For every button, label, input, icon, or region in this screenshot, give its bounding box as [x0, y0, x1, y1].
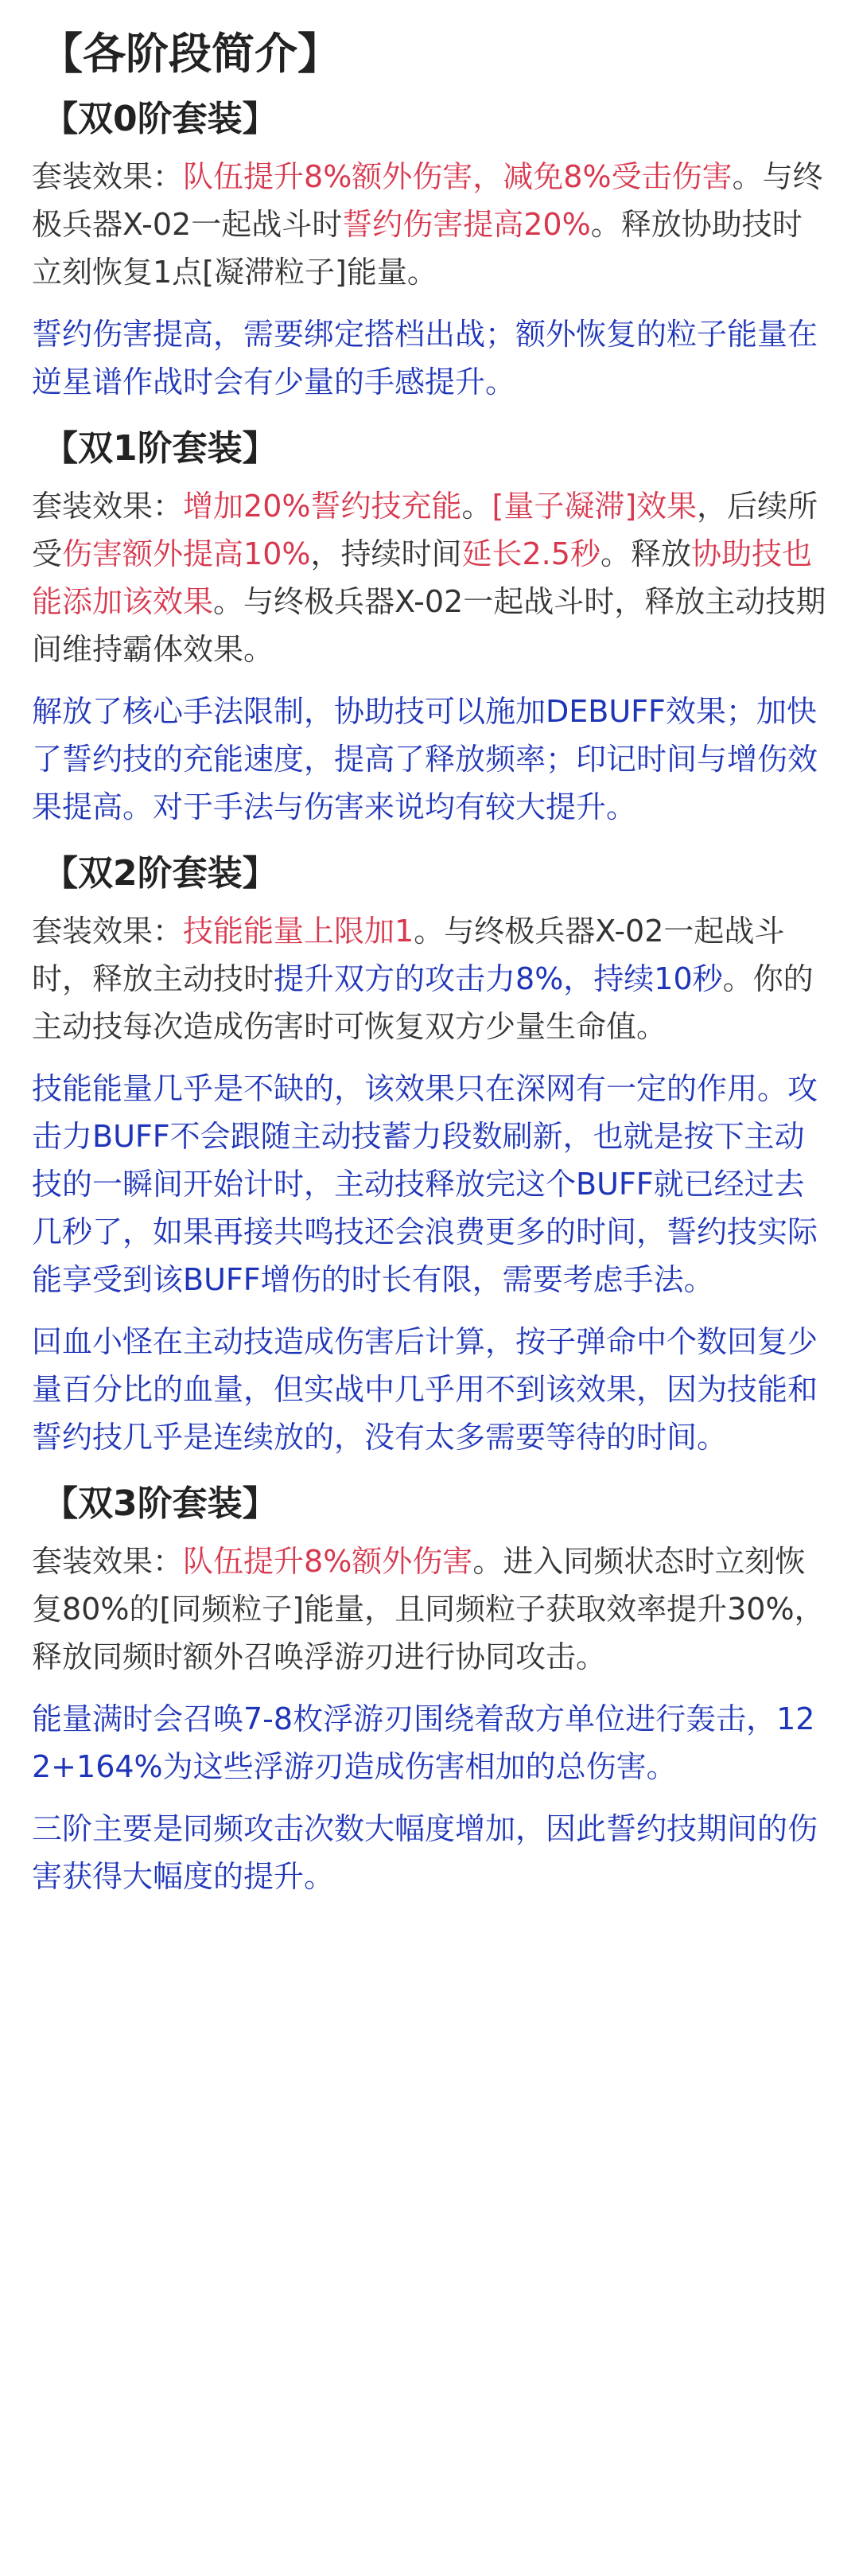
section-title: 【双2阶套装】: [43, 853, 278, 894]
highlighted-text: 提升双方的攻击力8%，持续10秒: [274, 961, 723, 996]
highlighted-text: 誓约伤害提高20%: [342, 207, 591, 242]
section: [32, 845, 827, 1461]
commentary-paragraph: 解放了核心手法限制，协助技可以施加DEBUFF效果；加快了誓约技的充能速度，提高了释放频率；印记时间与增伤效果提高。对于手法与伤害来说均有较大提升。: [32, 694, 818, 824]
section-title: 【双3阶套装】: [43, 1483, 278, 1524]
effect-text: ，后续所受: [32, 489, 818, 571]
effect-text: 。与终极兵器X-02一起战斗时，释放主动技时: [32, 914, 785, 996]
set-effect-paragraph: [32, 907, 827, 1050]
commentary-paragraph: 三阶主要是同频攻击次数大幅度增加，因此誓约技期间的伤害获得大幅度的提升。: [32, 1811, 818, 1894]
effect-text: 。释放: [600, 536, 691, 571]
commentary-paragraph: 回血小怪在主动技造成伤害后计算，按子弹命中个数回复少量百分比的血量，但实战中几乎用不到该效果，因为技能和誓约技几乎是连续放的，没有太多需要等待的时间。: [32, 1324, 818, 1455]
effect-text: 套装效果：: [32, 914, 184, 949]
highlighted-text: 增加20%誓约技充能: [183, 489, 462, 524]
section: [32, 1475, 827, 1900]
page-title: 【各阶段简介】: [40, 29, 340, 79]
highlighted-text: 伤害额外提高10%: [62, 536, 311, 571]
highlighted-text: 队伍提升8%额外伤害: [183, 1544, 473, 1579]
effect-text: 套装效果：: [32, 1544, 184, 1579]
effect-text: 套装效果：: [32, 489, 184, 524]
effect-text: 。释放协助技时立刻恢复1点[凝滞粒子]能量。: [32, 207, 803, 290]
section-title: 【双1阶套装】: [43, 428, 278, 469]
section: [32, 91, 827, 406]
effect-text: 。与终极兵器X-02一起战斗时，释放主动技期间维持霸体效果。: [32, 584, 826, 667]
effect-text: 。你的主动技每次造成伤害时可恢复双方少量生命值。: [32, 961, 814, 1044]
effect-text: 套装效果：: [32, 159, 184, 194]
section: [32, 420, 827, 831]
effect-text: 。进入同频状态时立刻恢复80%的[同频粒子]能量，且同频粒子获取效率提升30%，释放同频时额外召唤浮游刃进行协同攻击。: [32, 1544, 825, 1674]
section-title: 【双0阶套装】: [43, 99, 278, 139]
effect-text: 。与终极兵器X-02一起战斗时: [32, 159, 823, 242]
commentary-paragraph: 技能能量几乎是不缺的，该效果只在深网有一定的作用。攻击力BUFF不会跟随主动技蓄力段数刷新，也就是按下主动技的一瞬间开始计时，主动技释放完这个BUFF就已经过去几秒了，如果再接共鸣技还会浪费更多的时间，誓约技实际能享受到该BUFF增伤的时长有限，需要考虑手法。: [32, 1071, 818, 1297]
highlighted-text: 队伍提升8%额外伤害，减免8%受击伤害: [183, 159, 733, 194]
highlighted-text: 延长2.5秒: [461, 536, 601, 571]
highlighted-text: [量子凝滞]效果: [492, 489, 698, 524]
highlighted-text: 协助技也能添加该效果: [32, 536, 812, 619]
effect-text: 。: [461, 489, 492, 524]
set-effect-paragraph: [32, 1537, 827, 1681]
commentary-paragraph: 誓约伤害提高，需要绑定搭档出战；额外恢复的粒子能量在逆星谱作战时会有少量的手感提升。: [32, 317, 818, 399]
effect-text: ，持续时间: [310, 536, 462, 571]
set-effect-paragraph: [32, 482, 827, 673]
commentary-paragraph: 能量满时会召唤7-8枚浮游刃围绕着敌方单位进行轰击，122+164%为这些浮游刃造成伤害相加的总伤害。: [32, 1701, 815, 1784]
sections-container: [32, 91, 827, 1900]
highlighted-text: 技能能量上限加1: [183, 914, 414, 949]
set-effect-paragraph: [32, 153, 827, 296]
